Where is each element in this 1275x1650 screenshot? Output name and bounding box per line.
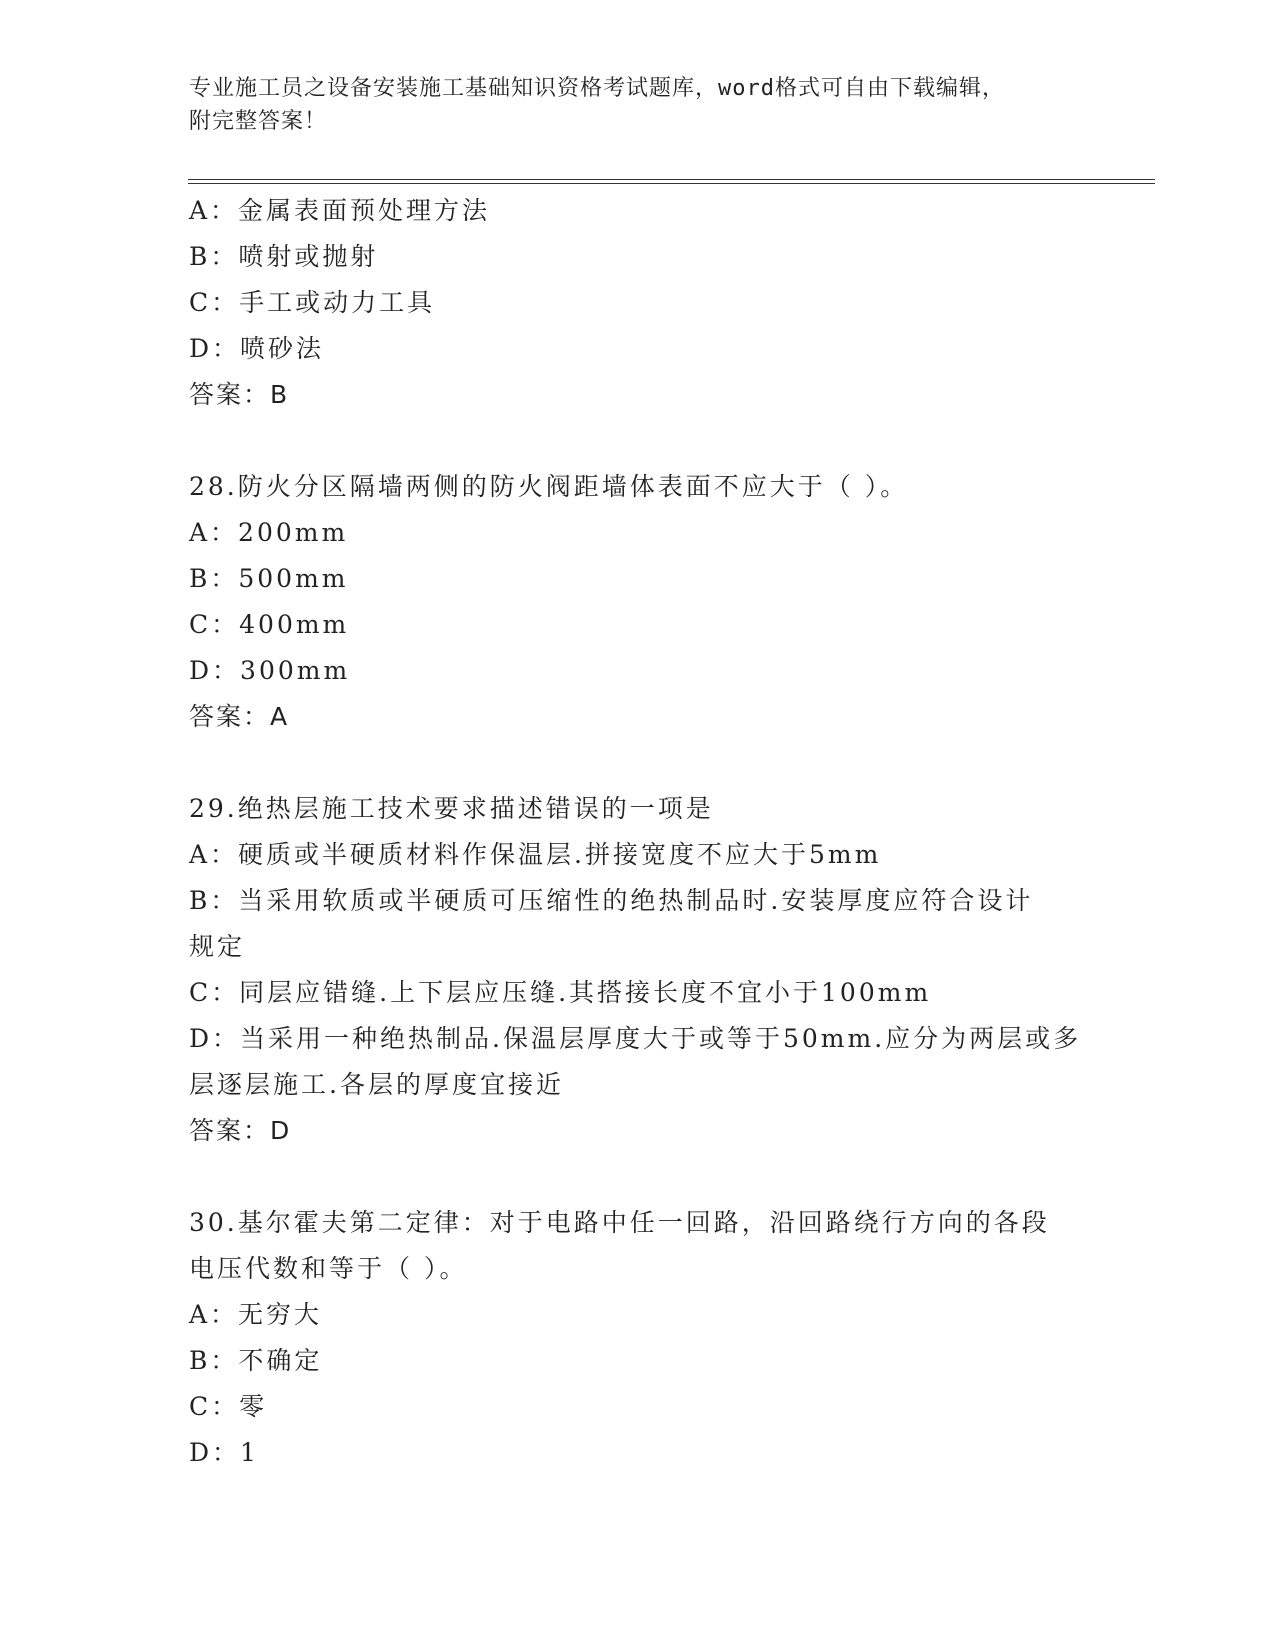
answer-line: 答案：D [189,1116,292,1145]
option-d: D：1 [189,1438,259,1467]
option-d: D：300mm [189,656,351,685]
header-line-2: 附完整答案！ [189,109,328,134]
document-header [189,72,1089,138]
option-c: C：同层应错缝.上下层应压缝.其搭接长度不宜小于100mm [189,978,932,1007]
question-30 [189,1200,1089,1476]
answer-line: 答案：B [189,380,290,409]
header-rule-bottom [188,183,1155,184]
option-a: A：无穷大 [189,1300,323,1329]
question-29 [189,786,1089,1154]
option-a: A：硬质或半硬质材料作保温层.拼接宽度不应大于5mm [189,840,882,869]
option-b: B：500mm [189,564,349,593]
question-27-continued [189,188,1089,418]
spacer [189,1154,1089,1200]
option-d: D：喷砂法 [189,334,325,363]
spacer [189,418,1089,464]
question-28 [189,464,1089,740]
option-a: A：金属表面预处理方法 [189,196,491,225]
option-d-continued: 层逐层施工.各层的厚度宜接近 [189,1070,564,1099]
option-b: B：不确定 [189,1346,323,1375]
header-line-1: 专业施工员之设备安装施工基础知识资格考试题库，word格式可自由下载编辑， [189,76,1005,101]
question-stem: 28.防火分区隔墙两侧的防火阀距墙体表面不应大于（ ）。 [189,472,909,501]
question-list [189,188,1089,1476]
question-stem: 29.绝热层施工技术要求描述错误的一项是 [189,794,714,823]
option-c: C：400mm [189,610,350,639]
header-rule-top [188,179,1155,180]
option-a: A：200mm [189,518,349,547]
option-b: B：当采用软质或半硬质可压缩性的绝热制品时.安装厚度应符合设计 [189,886,1034,915]
option-b: B：喷射或抛射 [189,242,379,271]
option-d: D：当采用一种绝热制品.保温层厚度大于或等于50mm.应分为两层或多 [189,1024,1082,1053]
question-stem-continued: 电压代数和等于（ ）。 [189,1254,468,1283]
question-stem: 30.基尔霍夫第二定律：对于电路中任一回路，沿回路绕行方向的各段 [189,1208,1050,1237]
spacer [189,740,1089,786]
option-c: C：手工或动力工具 [189,288,436,317]
answer-line: 答案：A [189,702,290,731]
option-b-continued: 规定 [189,932,246,961]
option-c: C：零 [189,1392,268,1421]
